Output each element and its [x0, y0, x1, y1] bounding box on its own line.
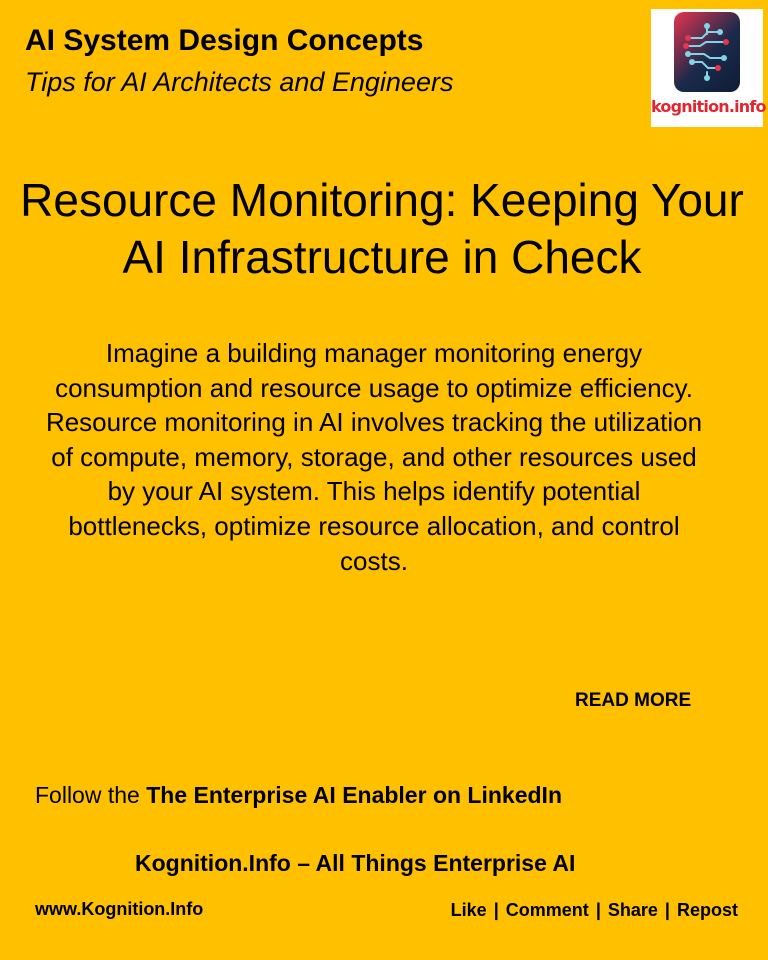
header-subtitle: Tips for AI Architects and Engineers: [25, 67, 454, 97]
comment-action[interactable]: Comment: [505, 900, 589, 920]
linkedin-link[interactable]: The Enterprise AI Enabler on LinkedIn: [146, 782, 562, 808]
follow-line: [35, 780, 562, 810]
share-action[interactable]: Share: [607, 900, 658, 920]
kognition-logo[interactable]: [651, 9, 766, 127]
like-action[interactable]: Like: [450, 900, 487, 920]
header-title: AI System Design Concepts: [25, 24, 424, 57]
follow-prefix: Follow the: [35, 782, 140, 808]
separator: |: [664, 900, 670, 920]
website-link[interactable]: www.Kognition.Info: [35, 899, 204, 919]
page-title: Resource Monitoring: Keeping Your AI Infrastructure in Check: [20, 174, 744, 283]
social-actions: [451, 900, 738, 921]
read-more-link[interactable]: READ MORE: [575, 690, 692, 711]
tagline: Kognition.Info – All Things Enterprise AI: [135, 850, 576, 876]
circuit-brain-icon: [674, 12, 740, 92]
body-paragraph: Imagine a building manager monitoring energy consumption and resource usage to optimize efficiency. Resource monitoring in AI involves tracking the utilization of compute, memory, storage, and other resources used by your AI system. This helps identify potential bottlenecks, optimize resource allocation, and control costs.: [45, 338, 703, 576]
repost-action[interactable]: Repost: [676, 900, 738, 920]
logo-text: kognition.info: [651, 97, 766, 116]
separator: |: [595, 900, 601, 920]
separator: |: [493, 900, 499, 920]
